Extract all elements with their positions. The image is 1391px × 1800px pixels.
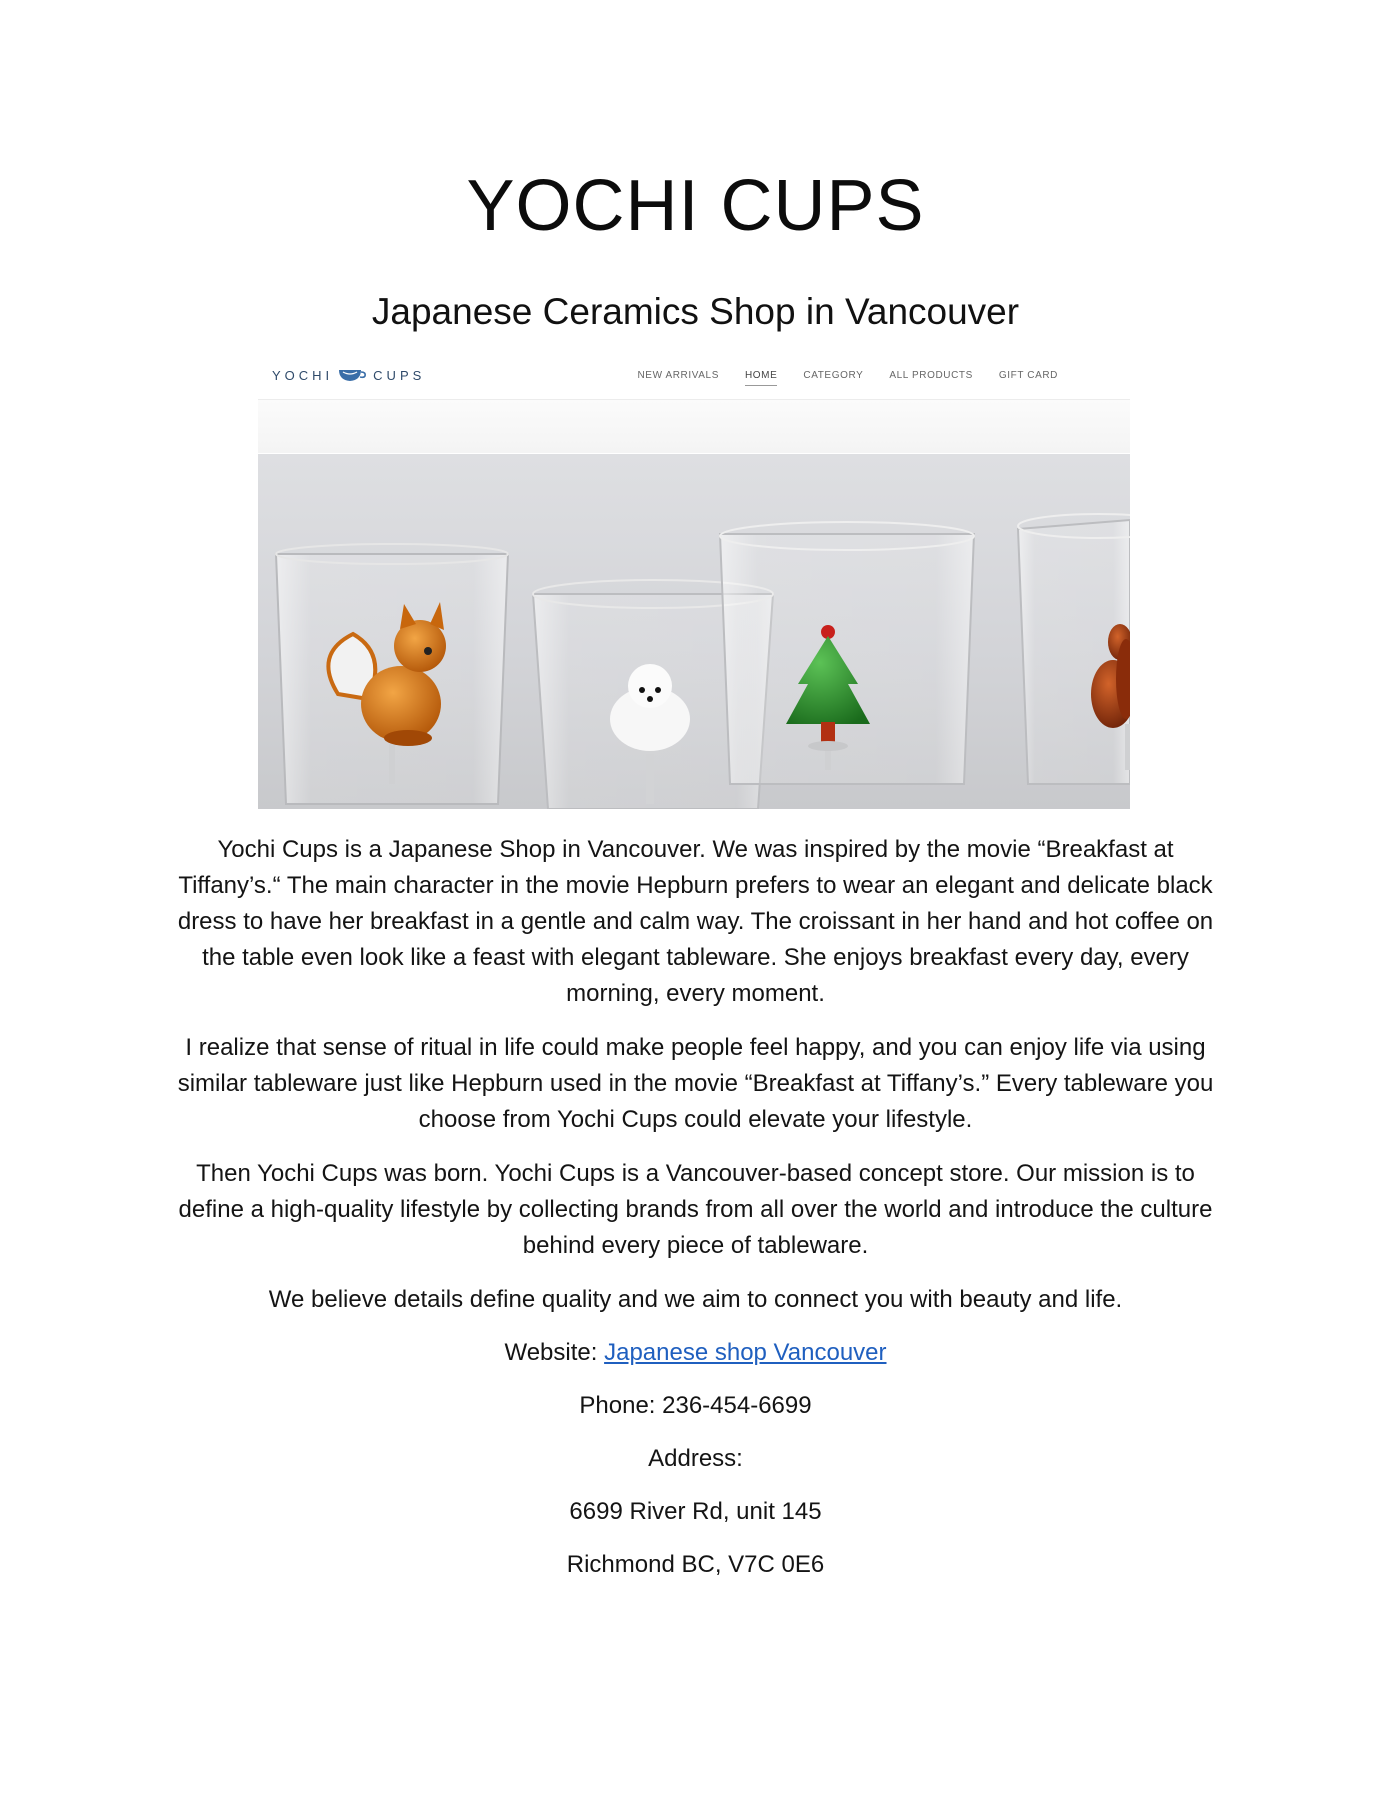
address-line-1: 6699 River Rd, unit 145 [569,1498,822,1525]
nav-new-arrivals[interactable]: NEW ARRIVALS [637,370,719,381]
teacup-icon [337,367,367,383]
phone-line: Phone: 236-454-6699 [579,1392,812,1419]
address-label: Address: [648,1445,743,1472]
fox-glass-icon [276,544,508,804]
website-line [170,1335,1221,1371]
paragraph-belief: We believe details define quality and we aim to connect you with beauty and life. [268,1286,1123,1313]
paragraph-intro: Yochi Cups is a Japanese Shop in Vancouver. We was inspired by the movie “Breakfast at Tiffany’s.“ The main character in the movie Hepburn prefers to wear an elegant and delicate black dress to have her breakfast in a gentle and calm way. The croissant in her hand and hot coffee on the table even look like a feast with elegant tableware. She enjoys breakfast every day, every morning, every moment. [177,836,1214,1007]
document-title: YOCHI CUPS [466,166,925,246]
logo-word-left: YOCHI [272,367,334,383]
squirrel-glass-icon [1018,514,1130,784]
tree-glass-icon [720,522,974,784]
website-link[interactable]: Japanese shop Vancouver [604,1339,887,1366]
nav-category[interactable]: CATEGORY [803,370,864,381]
paragraph-ritual: I realize that sense of ritual in life could make people feel happy, and you can enjoy life via using similar tableware just like Hepburn used in the movie “Breakfast at Tiffany’s.” Every tableware you choose from Yochi Cups could elevate your lifestyle. [177,1034,1214,1133]
address-line-2: Richmond BC, V7C 0E6 [566,1551,825,1578]
nav-gift-card[interactable]: GIFT CARD [998,370,1058,381]
document-subtitle: Japanese Ceramics Shop in Vancouver [371,291,1020,332]
paragraph-mission: Then Yochi Cups was born. Yochi Cups is a Vancouver-based concept store. Our mission is to define a high-quality lifestyle by collecting brands from all over the world and introduce the culture behind every piece of tableware. [178,1160,1213,1259]
logo-word-right: CUPS [373,367,426,383]
embedded-site-spacer [258,400,1130,453]
document-body [170,832,1221,1600]
embedded-site-header [258,355,1130,400]
hero-image [258,454,1130,809]
site-nav [637,370,1058,386]
site-logo [272,367,425,383]
nav-home[interactable]: HOME [745,370,777,386]
nav-all-products[interactable]: ALL PRODUCTS [889,370,973,381]
website-label: Website: [504,1339,605,1366]
